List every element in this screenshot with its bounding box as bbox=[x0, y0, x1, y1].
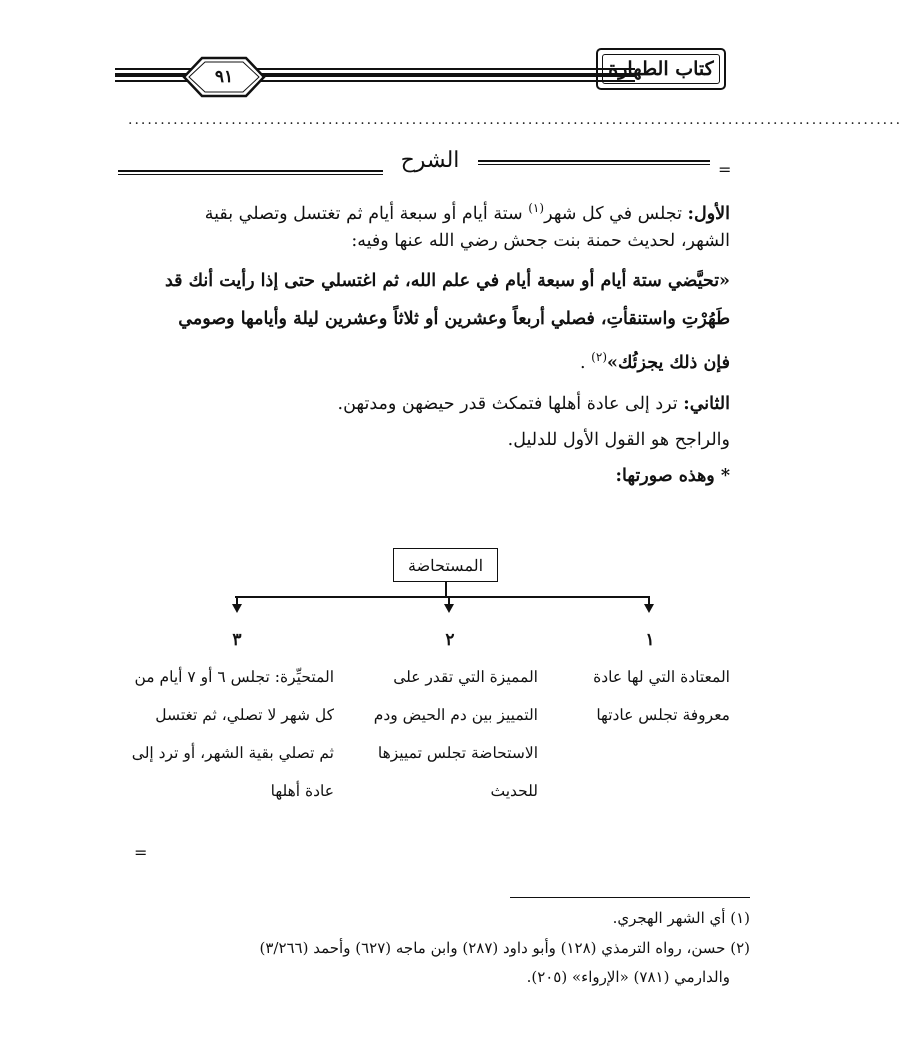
page-number-container bbox=[180, 55, 268, 99]
section-rule-left-thin bbox=[118, 174, 383, 175]
book-title: كتاب الطهارة bbox=[608, 58, 714, 80]
branch-2-number: ٢ bbox=[445, 630, 455, 650]
footnote-rule bbox=[510, 897, 750, 898]
preferred-opinion: والراجح هو القول الأول للدليل. bbox=[507, 430, 730, 450]
second-opinion bbox=[338, 388, 730, 421]
section-rule-right-thin bbox=[478, 164, 710, 165]
first-opinion-line-2: الشهر، لحديث حمنة بنت جحش رضي الله عنها وفيه: bbox=[351, 231, 730, 251]
branch-2-text bbox=[374, 658, 538, 810]
first-line1-a: تجلس في كل شهر bbox=[544, 203, 682, 224]
dotted-divider: ........................................................................................................................ bbox=[128, 112, 902, 128]
section-rule-left bbox=[118, 170, 383, 172]
second-text: ترد إلى عادة أهلها فتمكث قدر حيضهن ومدتهن. bbox=[337, 394, 678, 414]
book-title-box bbox=[596, 48, 726, 90]
hadith-line-3-end: . bbox=[580, 352, 586, 373]
branch-3-text bbox=[132, 658, 334, 810]
branch-1-text bbox=[593, 658, 730, 734]
image-intro: * وهذه صورتها: bbox=[615, 466, 730, 486]
branch-2-line: للحديث bbox=[490, 782, 538, 800]
branch-1-line: المعتادة التي لها عادة bbox=[593, 668, 730, 686]
diagram-root bbox=[393, 548, 498, 582]
branch-1-number: ١ bbox=[645, 630, 655, 650]
footnote-1: (١) أي الشهر الهجري. bbox=[612, 909, 750, 927]
branch-2-arrow-icon bbox=[444, 604, 454, 613]
branch-3-number: ٣ bbox=[232, 630, 242, 650]
second-label: الثاني: bbox=[683, 394, 730, 414]
footnote-2-line-2: والدارمي (٧٨١) «الإرواء» (٢٠٥). bbox=[526, 968, 730, 986]
branch-3-line: كل شهر لا تصلي، ثم تغتسل bbox=[155, 706, 334, 724]
branch-3-line: المتحيِّرة: تجلس ٦ أو ٧ أيام من bbox=[134, 668, 334, 686]
equals-mark-bottom: = bbox=[134, 843, 148, 862]
hadith-line-3 bbox=[580, 341, 730, 380]
hadith-line-2: طَهُرْتِ واستنقأتِ، فصلي أربعاً وعشرين أو ثلاثاً وعشرين ليلة وأيامها وصومي bbox=[178, 309, 730, 329]
footnote-ref-1: (١) bbox=[528, 201, 545, 215]
section-rule-right bbox=[478, 160, 710, 162]
root-connector bbox=[445, 582, 447, 596]
branch-2-line: التمييز بين دم الحيض ودم bbox=[373, 706, 538, 724]
branch-2-line: المميزة التي تقدر على bbox=[393, 668, 538, 686]
branch-1-line: معروفة تجلس عادتها bbox=[596, 706, 730, 724]
footnote-ref-2: (٢) bbox=[591, 350, 607, 364]
branch-3-arrow-icon bbox=[232, 604, 242, 613]
footnote-2-line-1: (٢) حسن، رواه الترمذي (١٢٨) وأبو داود (٢٨٧) وابن ماجه (٦٢٧) وأحمد (٣/٢٦٦) bbox=[259, 939, 750, 957]
branch-2-line: الاستحاضة تجلس تمييزها bbox=[377, 744, 538, 762]
section-title: الشرح bbox=[400, 148, 460, 173]
hadith-line-3-text: فإن ذلك يجزئُك» bbox=[607, 352, 730, 373]
equals-mark-top: = bbox=[718, 160, 732, 179]
branch-bar bbox=[235, 596, 649, 598]
diagram-root-label: المستحاضة bbox=[407, 555, 484, 575]
page-number: ٩١ bbox=[214, 67, 234, 87]
hadith-line-1: «تحيَّضي ستة أيام أو سبعة أيام في علم الله، ثم اغتسلي حتى إذا رأيت أنك قد bbox=[165, 271, 730, 291]
branch-3-line: ثم تصلي بقية الشهر، أو ترد إلى bbox=[131, 744, 334, 762]
first-label: الأول: bbox=[687, 203, 730, 224]
branch-1-arrow-icon bbox=[644, 604, 654, 613]
first-line1-b: ستة أيام أو سبعة أيام ثم تغتسل وتصلي بقية bbox=[204, 203, 523, 224]
branch-3-line: عادة أهلها bbox=[270, 782, 334, 800]
